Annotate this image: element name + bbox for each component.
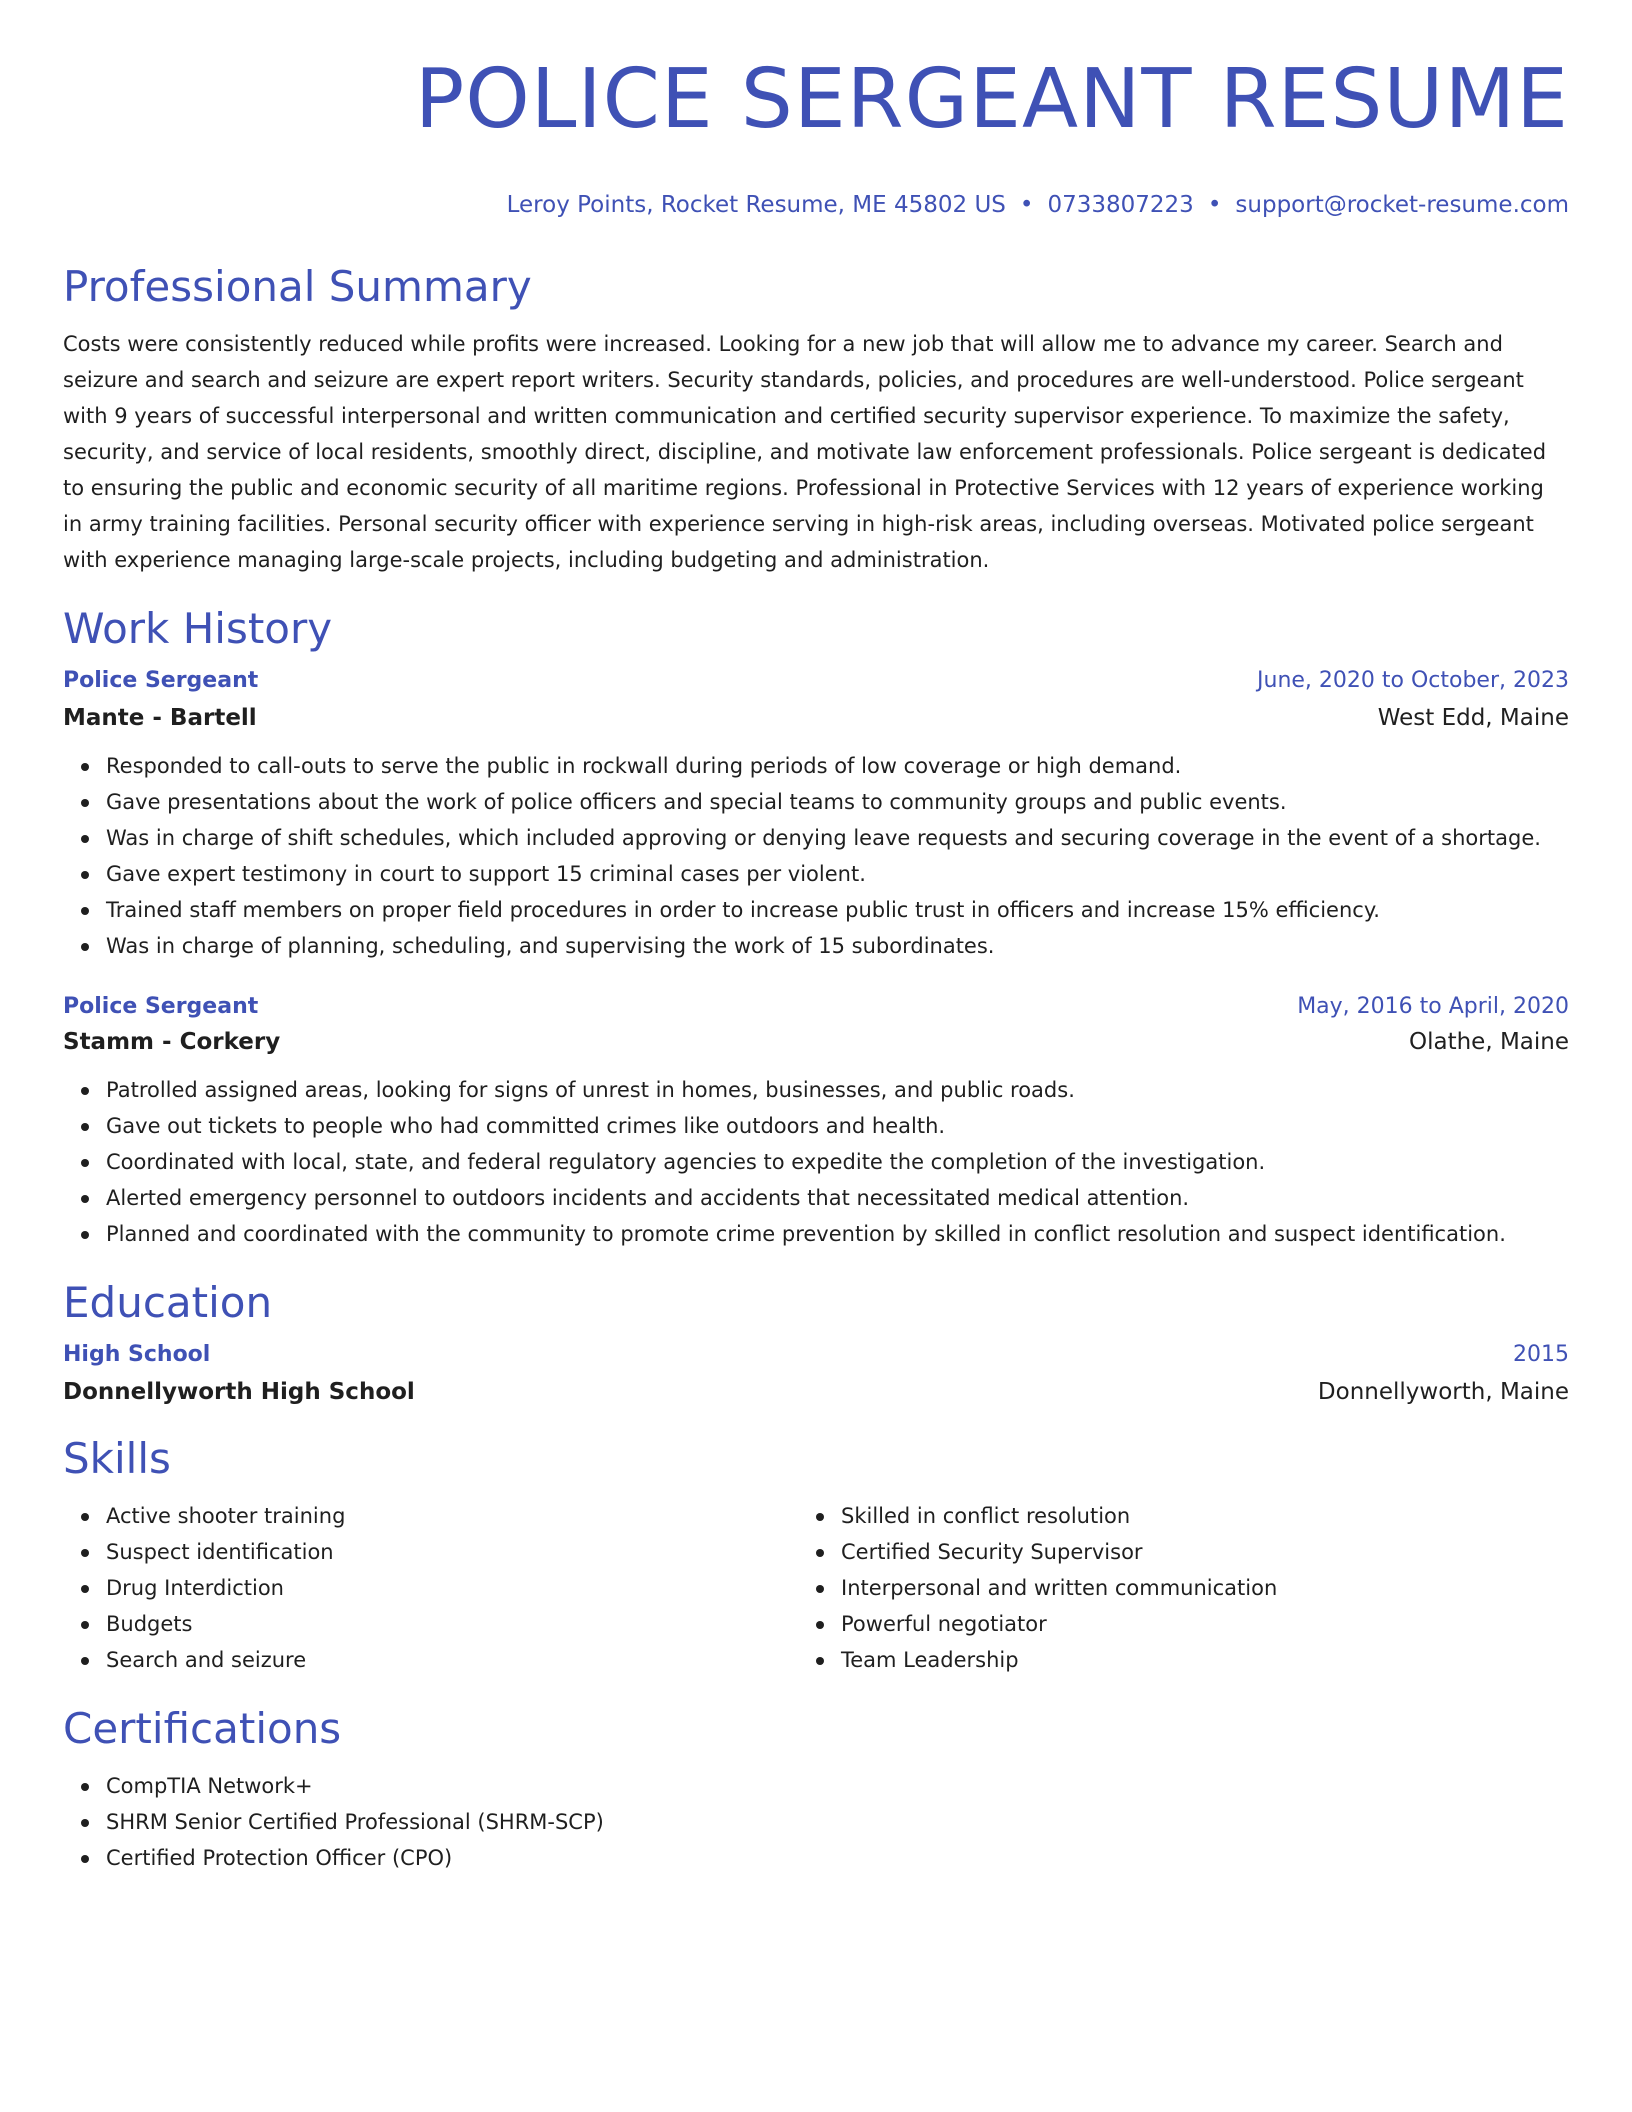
list-item: Team Leadership: [841, 1642, 1533, 1678]
education-entry: [63, 1340, 1569, 1408]
job-entry: [63, 666, 1569, 964]
list-item: SHRM Senior Certified Professional (SHRM-SCP): [106, 1804, 1569, 1840]
list-item: Active shooter training: [106, 1498, 798, 1534]
list-item: Certified Protection Officer (CPO): [106, 1840, 1569, 1876]
contact-phone[interactable]: 0733807223: [1047, 192, 1194, 218]
contact-line: [63, 190, 1569, 220]
list-item: Patrolled assigned areas, looking for signs of unrest in homes, businesses, and public roads.: [106, 1072, 1569, 1108]
job-company: Mante - Bartell: [63, 705, 257, 731]
list-item: Was in charge of shift schedules, which included approving or denying leave requests and securing coverage in the event of a shortage.: [106, 820, 1569, 856]
education-location: Donnellyworth, Maine: [1317, 1379, 1569, 1405]
job-company: Stamm - Corkery: [63, 1029, 281, 1055]
work-history-heading: Work History: [63, 604, 333, 653]
job-dates: May, 2016 to April, 2020: [1297, 994, 1569, 1019]
job-location: West Edd, Maine: [1377, 705, 1569, 731]
education-school-row: [63, 1376, 1569, 1408]
job-header-row: [63, 992, 1569, 1022]
contact-address: Leroy Points, Rocket Resume, ME 45802 US: [506, 192, 1006, 218]
list-item: Alerted emergency personnel to outdoors incidents and accidents that necessitated medical attention.: [106, 1180, 1569, 1216]
job-location: Olathe, Maine: [1408, 1029, 1569, 1055]
summary-text: Costs were consistently reduced while profits were increased. Looking for a new job that will allow me to advance my career. Search and seizure and search and seizure are expert report writers. Security standards, policies, and procedures are well-understood. Police sergeant with 9 years of successful interpersonal and written communication and certified security supervisor experience. To maximize the safety, security, and service of local residents, smoothly direct, discipline, and motivate law enforcement professionals. Police sergeant is dedicated to ensuring the public and economic security of all maritime regions. Professional in Protective Services with 12 years of experience working in army training facilities. Personal security officer with experience serving in high-risk areas, including overseas. Motivated police sergeant with experience managing large-scale projects, including budgeting and administration.: [63, 332, 1547, 572]
list-item: Drug Interdiction: [106, 1570, 798, 1606]
skills-heading: Skills: [63, 1434, 171, 1483]
certifications-list: [63, 1768, 1569, 1876]
list-item: Gave presentations about the work of police officers and special teams to community groups and public events.: [106, 784, 1569, 820]
job-company-row: [63, 1026, 1569, 1058]
education-degree: High School: [63, 1342, 211, 1367]
list-item: Trained staff members on proper field procedures in order to increase public trust in officers and increase 15% efficiency.: [106, 892, 1569, 928]
job-company-row: [63, 702, 1569, 734]
contact-email[interactable]: support@rocket-resume.com: [1235, 192, 1569, 218]
list-item: Search and seizure: [106, 1642, 798, 1678]
job-bullets: [63, 1072, 1569, 1252]
list-item: Was in charge of planning, scheduling, and supervising the work of 15 subordinates.: [106, 928, 1569, 964]
education-school: Donnellyworth High School: [63, 1379, 415, 1405]
job-header-row: [63, 666, 1569, 696]
job-title: Police Sergeant: [63, 994, 259, 1019]
summary-heading: Professional Summary: [63, 262, 532, 311]
job-entry: [63, 992, 1569, 1252]
job-dates: June, 2020 to October, 2023: [1257, 668, 1569, 693]
list-item: Responded to call-outs to serve the public in rockwall during periods of low coverage or high demand.: [106, 748, 1569, 784]
certifications-heading: Certifications: [63, 1704, 342, 1753]
contact-separator: •: [1207, 192, 1222, 218]
job-bullets: [63, 748, 1569, 964]
skills-list-left: [63, 1498, 798, 1678]
skills-column-right: [798, 1498, 1533, 1678]
list-item: Suspect identification: [106, 1534, 798, 1570]
list-item: CompTIA Network+: [106, 1768, 1569, 1804]
skills-column-left: [63, 1498, 798, 1678]
list-item: Skilled in conflict resolution: [841, 1498, 1533, 1534]
list-item: Coordinated with local, state, and federal regulatory agencies to expedite the completion of the investigation.: [106, 1144, 1569, 1180]
list-item: Interpersonal and written communication: [841, 1570, 1533, 1606]
list-item: Powerful negotiator: [841, 1606, 1533, 1642]
education-header-row: [63, 1340, 1569, 1370]
contact-separator: •: [1019, 192, 1034, 218]
skills-list-right: [798, 1498, 1533, 1678]
list-item: Gave expert testimony in court to support 15 criminal cases per violent.: [106, 856, 1569, 892]
job-title: Police Sergeant: [63, 668, 259, 693]
resume-title: POLICE SERGEANT RESUME: [414, 52, 1569, 147]
list-item: Certified Security Supervisor: [841, 1534, 1533, 1570]
education-year: 2015: [1513, 1342, 1569, 1367]
education-heading: Education: [63, 1278, 273, 1327]
list-item: Planned and coordinated with the community to promote crime prevention by skilled in conflict resolution and suspect identification.: [106, 1216, 1569, 1252]
list-item: Gave out tickets to people who had committed crimes like outdoors and health.: [106, 1108, 1569, 1144]
list-item: Budgets: [106, 1606, 798, 1642]
skills-grid: [63, 1498, 1569, 1678]
